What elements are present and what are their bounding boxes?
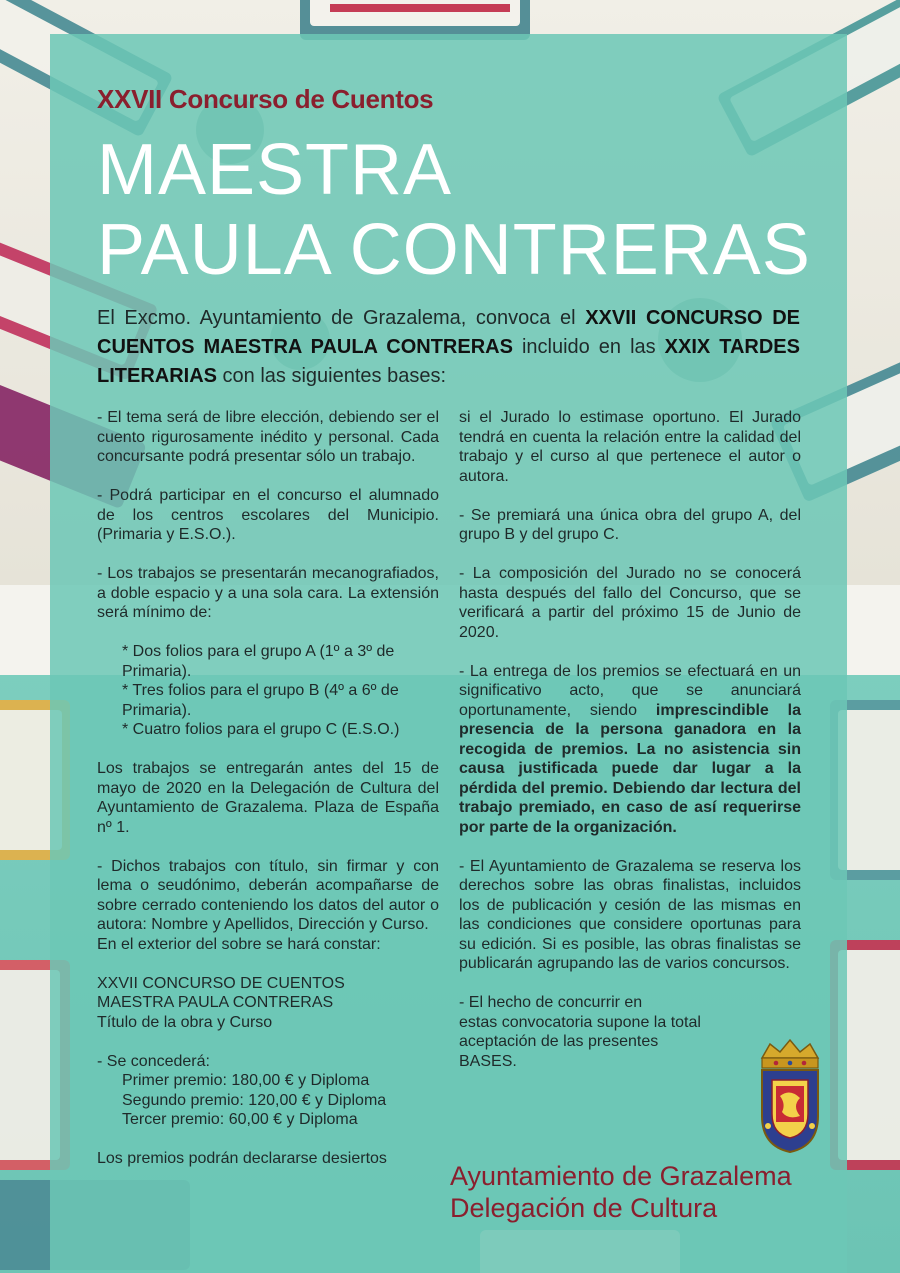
prize-item: Tercer premio: 60,00 € y Diploma — [122, 1111, 358, 1128]
rule-acceptance-line: BASES. — [459, 1052, 517, 1070]
prize-item: Primer premio: 180,00 € y Diploma — [122, 1072, 370, 1089]
intro-text-1: El Excmo. Ayuntamiento de Grazalema, convoca el — [97, 307, 586, 329]
rule-ceremony — [459, 662, 801, 838]
rule-acceptance-line: aceptación de las presentes — [459, 1033, 659, 1050]
list-item: * Cuatro folios para el grupo C (E.S.O.) — [122, 721, 400, 738]
envelope-line: XXVII CONCURSO DE CUENTOS — [97, 974, 345, 992]
contest-subtitle: XXVII Concurso de Cuentos — [97, 84, 434, 114]
organizer-signature — [450, 1160, 792, 1224]
rule-void: Los premios podrán declararse desiertos — [97, 1150, 387, 1167]
intro-bold-2: XXIX TARDES LITERARIAS — [97, 336, 800, 387]
organizer-department: Delegación de Cultura — [450, 1193, 718, 1223]
intro-bold-1: XXVII CONCURSO DE CUENTOS MAESTRA PAULA CONTRERAS — [97, 307, 800, 358]
prizes-intro: - Se concederá: — [97, 1052, 210, 1070]
rule-award: - Se premiará una única obra del grupo A, del grupo B y del grupo C. — [459, 506, 801, 543]
coat-of-arms-icon — [756, 1036, 824, 1154]
rule-theme: - El tema será de libre elección, debiendo ser el cuento rigurosamente inédito y personal. Cada concursante podrá presentar sólo un trabajo. — [97, 409, 439, 465]
intro-text-3: con las siguientes bases: — [217, 365, 447, 387]
rules-left-column — [97, 408, 439, 1188]
envelope-line: Título de la obra y Curso — [97, 1013, 273, 1031]
rule-envelope-exterior: En el exterior del sobre se hará constar: — [97, 935, 381, 953]
prize-item: Segundo premio: 120,00 € y Diploma — [122, 1091, 387, 1109]
rule-envelope: - Dichos trabajos con título, sin firmar y con lema o seudónimo, deberán acompañarse de sobre cerrado conteniendo los datos del autor o autora: Nombre y Apellidos, Dirección y Curso. — [97, 857, 439, 933]
rules-right-column — [459, 408, 801, 1071]
rule-deadline: Los trabajos se entregarán antes del 15 de mayo de 2020 en la Delegación de Cultura del Ayuntamiento de Grazalema. Plaza de España nº 1. — [97, 760, 439, 836]
rule-format: - Los trabajos se presentarán mecanografiados, a doble espacio y a una sola cara. La extensión será mínimo de: — [97, 565, 439, 621]
rule-ceremony-bold: imprescindible la presencia de la persona ganadora en la recogida de premios. La no asistencia sin causa justificada puede dar lugar a la pérdida del premio. Debiendo dar lectura del trabajo premiado, en caso de así requerirse por parte de la organización. — [459, 701, 801, 836]
rule-acceptance-line: - El hecho de concurrir en — [459, 994, 643, 1011]
rule-ceremony-text: - La entrega de los premios se efectuará en un significativo acto, que se anunciará oportunamente, siendo — [459, 662, 801, 719]
organizer-name: Ayuntamiento de Grazalema — [450, 1161, 792, 1191]
rule-jury: si el Jurado lo estimase oportuno. El Jurado tendrá en cuenta la relación entre la calidad del trabajo y el curso al que pertenece el autor o autora. — [459, 409, 801, 485]
envelope-line: MAESTRA PAULA CONTRERAS — [97, 994, 334, 1011]
list-item: * Tres folios para el grupo B (4º a 6º de Primaria). — [122, 682, 399, 719]
title-line-2: PAULA CONTRERAS — [97, 210, 811, 290]
rule-jury-composition: - La composición del Jurado no se conocerá hasta después del fallo del Concurso, que se verificará a partir del próximo 15 de Junio de 2020. — [459, 565, 801, 641]
title-line-1: MAESTRA — [97, 130, 453, 210]
rule-rights: - El Ayuntamiento de Grazalema se reserva los derechos sobre las obras finalistas, incluidos los de publicación y cesión de las mismas en las condiciones que considere oportunas para su edición. Si es posible, las obras finalistas se publicarán agrupando las de varios concursos. — [459, 857, 801, 972]
rule-acceptance-line: estas convocatoria supone la total — [459, 1013, 701, 1031]
list-item: * Dos folios para el grupo A (1º a 3º de Primaria). — [122, 643, 395, 680]
intro-paragraph — [97, 304, 800, 391]
intro-text-2: incluido en las — [512, 336, 665, 358]
rule-participants: - Podrá participar en el concurso el alumnado de los centros escolares del Municipio. (Primaria y E.S.O.). — [97, 487, 439, 543]
